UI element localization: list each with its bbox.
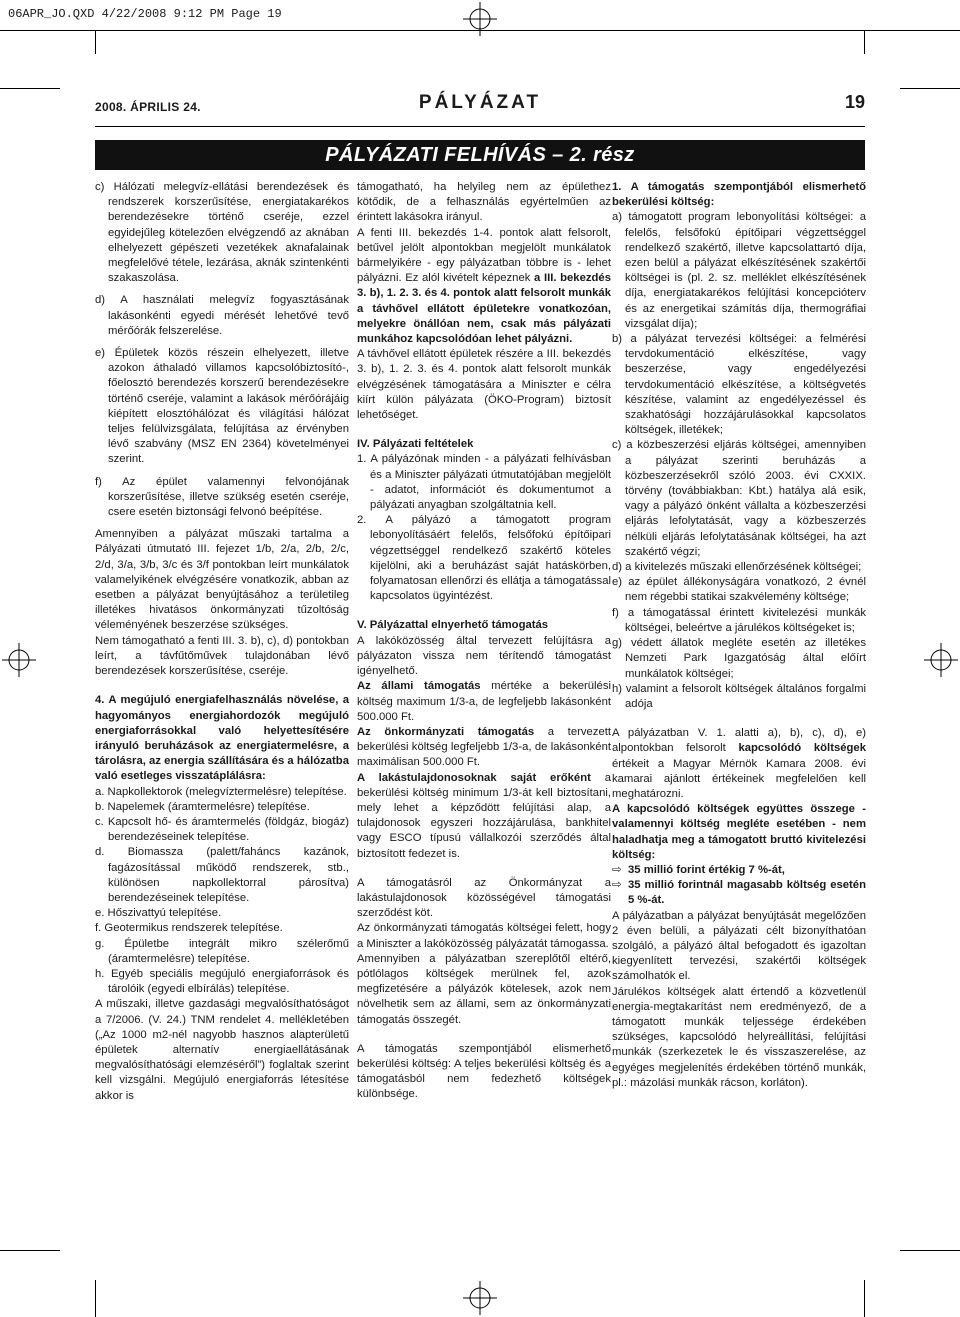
bold-text: A lakástulajdonosoknak saját erőként <box>357 771 591 784</box>
section-heading: 4. A megújuló energiafelhasználás növelése, a hagyományos energiahordozók megújuló energiaforrásokkal való helyettesítésére irányuló beruházások az energiatermelésre, a tárolásra, az energia szállítására és a hálózatba való esetleges visszatáplálásra: <box>95 694 349 783</box>
crop-line <box>864 30 865 54</box>
header-rule <box>95 126 865 127</box>
registration-mark-icon <box>924 643 958 677</box>
list-item: c. Kapcsolt hő- és áramtermelés (földgáz, biogáz) berendezéseinek telepítése. <box>95 815 349 844</box>
text: értékeit a Magyar Mérnök Kamara 2008. évi kamarai ajánlott értékeinek megfelelően kell meghatározni. <box>612 757 866 800</box>
arrow-right-icon: ⇨ <box>612 863 622 876</box>
crop-line <box>864 1280 865 1317</box>
section-heading: 1. A támogatás szempontjából elismerhető bekerülési költség: <box>612 181 866 209</box>
list-item <box>612 863 866 878</box>
bold-text: kapcsolódó költségek <box>738 742 866 755</box>
print-slug: 06APR_JO.QXD 4/22/2008 9:12 PM Page 19 <box>0 0 960 31</box>
list-item: a. Napkollektorok (melegvíztermelésre) telepítése. <box>95 785 347 798</box>
registration-mark-icon <box>2 643 36 677</box>
arrow-right-icon: ⇨ <box>612 879 622 892</box>
paragraph: Amennyiben a pályázat műszaki tartalma a Pályázati útmutató III. fejezet 1/b, 2/a, 2/b, 2/c, 2/d, 3/a, 3/b, 3/c és 3/f pontokban leírt munkálatok valamelyikének elvégzésére vonatkozik, abban az esetben a pályázat benyújtásához a területileg illetékes hivatásos önkormányzati tűzoltóság véleményének beszerzése szükséges. <box>95 528 349 632</box>
paragraph-d: d) A használati melegvíz fogyasztásának lakásonkénti egyedi mérését lehetővé tevő mérőórák felszerelése. <box>95 294 349 337</box>
paragraph: Nem támogatható a fenti III. 3. b), c), d) pontokban leírt, a távfűtőművek tulajdonában lévő berendezések korszerűsítése, cseréje. <box>95 634 349 678</box>
list-item: h. Egyéb speciális megújuló energiaforrások és tárolóik (egyedi elbírálás) telepítése. <box>95 967 349 996</box>
list-item: h) valamint a felsorolt költségek általános forgalmi adója <box>612 682 866 710</box>
paragraph: A műszaki, illetve gazdasági megvalósíthatóságot a 7/2006. (V. 24.) TNM rendelet 4. mellékletében („Az 1000 m2-nél nagyobb hasznos alapterületű épületek alternatív energiaellátásának megvalósíthatósági elemzéséről”) foglaltak szerint kell vizsgálni. Megújuló energiaforrás létesítése akkor is <box>95 998 349 1102</box>
article-banner: PÁLYÁZATI FELHÍVÁS – 2. rész <box>95 140 865 170</box>
paragraph: Az önkormányzati támogatás költségei felett, hogy a Miniszter a lakóközösség pályázatát támogassa. <box>357 922 611 950</box>
text: 35 millió forintnál magasabb költség esetén 5 %-át. <box>628 879 866 907</box>
paragraph: A támogatás szempontjából elismerhető bekerülési költség: A teljes bekerülési költség és a támogatásból nem fedezhető költségek különbsége. <box>357 1042 611 1101</box>
paragraph <box>357 771 611 862</box>
bold-text: Az önkormányzati támogatás <box>357 725 535 738</box>
crop-line <box>0 1250 60 1251</box>
list-item: g) védett állatok megléte esetén az illetékes Nemzeti Park Igazgatóság által előírt munkálatok költségei; <box>612 637 866 680</box>
list-item: b. Napelemek (áramtermelésre) telepítése. <box>95 800 310 813</box>
list-item: a) támogatott program lebonyolítási költségei: a felelős, felsőfokú építőipari végzettséggel rendelkező szakértő, illetve kapcsolattartó díja, ezen belül a pályázat elkészítésének szakértői költségei is (pl. 2. sz. melléklet elkészítésének díja, energiatakarékos felújítási koncepcióterv és az energetikai számítás díja, thermográfiai vizsgálat díja); <box>612 211 866 330</box>
column-2 <box>357 180 611 1103</box>
list-item: f) a támogatással érintett kivitelezési munkák költségei, beleértve a járulékos költségeket is; <box>612 606 866 634</box>
paragraph <box>357 725 611 771</box>
text: a tervezett bekerülési költség legfeljebb 1/3-a, de lakásonként maximálisan 500.000 Ft. <box>357 725 612 769</box>
page-number: 19 <box>844 92 865 112</box>
paragraph-f: f) Az épület valamennyi felvonójának korszerűsítése, illetve szükség esetén cseréje, csere esetén biztonsági felvonó beépítése. <box>95 475 349 519</box>
paragraph <box>357 226 611 348</box>
section-heading: IV. Pályázati feltételek <box>357 438 474 451</box>
text: mértéke a bekerülési költség maximum 1/3-a, de legfeljebb lakásonként 500.000 Ft. <box>357 680 611 723</box>
bold-text: Az állami támogatás <box>357 680 481 693</box>
paragraph: támogatható, ha helyileg nem az épülethez kötődik, de a felhasználás egyértelműen az érintett lakásokra irányul. <box>357 181 611 224</box>
paragraph-e: e) Épületek közös részein elhelyezett, illetve azokon áthaladó villamos kapcsolóbiztosító-, főelosztó berendezés korszerű berendezésekre történő cseréje, valamint a lakások mérőórájáig kiépített elosztóhálózat és világítási hálózat teljes felülvizsgálata, felújítása az érvényben lévő szabvány (MSZ EN 2364) követelményei szerint. <box>95 347 349 466</box>
page-header <box>95 90 865 124</box>
paragraph: A lakóközösség által tervezett felújításra a pályázaton vissza nem térítendő támogatást igényelhető. <box>357 634 611 678</box>
column-3 <box>612 180 866 1091</box>
list-item: c) a közbeszerzési eljárás költségei, amennyiben a pályázat szerinti beruházás a közbeszerzésekről szóló 2003. évi CXXIX. törvény (továbbiakban: Kbt.) hatálya alá esik, vagy a pályázó önként vállalta a közbeszerzési eljárás lefolytatását, vagy a közbeszerzés nélküli eljárás lefolytatásának költségei, ha azt szakértő végzi; <box>612 439 866 558</box>
text: A fenti III. bekezdés 1-4. pontok alatt felsorolt, betűvel jelölt alpontokban megjelölt munkálatok bármelyikére - egy pályázatban többre is - lehet pályázni. Ez alól kivételt képeznek <box>357 226 611 285</box>
list-item: 2. A pályázó a támogatott program lebonyolításáért felelős, felsőfokú építőipari végzettséggel rendelkező szakértő köteles kijelölni, aki a beruházást saját hatáskörben, folyamatosan ellenőrzi és ellátja a támogatással kapcsolatos ügyintézést. <box>357 514 611 603</box>
list-item <box>612 878 866 908</box>
text: 35 millió forint értékig 7 %-át, <box>628 863 785 876</box>
paragraph: Járulékos költségek alatt értendő a közvetlenül energia-megtakarítást nem eredményező, de a támogatott munkák teljessége érdekében szükséges, kapcsolódó helyreállítási, felújítási munkák (szerkezetek le és visszaszerelése, az egyéges megjelenítés érdekében történő munkák, pl.: mázolási munkák rácson, korláton). <box>612 985 866 1089</box>
paragraph: A támogatásról az Önkormányzat a lakástulajdonosok közösségével támogatási szerződést köt. <box>357 876 611 920</box>
list-item: e) az épület állékonyságára vonatkozó, 2 évnél nem régebbi statikai szakvélemény költsége; <box>612 576 866 604</box>
paragraph <box>357 679 611 725</box>
column-1 <box>95 180 349 1104</box>
list-item: d. Biomassza (palett/faháncs kazánok, fagázosítással működő rendszerek, stb., különösen napkollektorral párosítva) berendezéseinek telepítése. <box>95 846 349 904</box>
list-item: d) a kivitelezés műszaki ellenőrzésének költségei; <box>612 561 862 574</box>
registration-mark-icon <box>463 2 497 36</box>
section-heading: V. Pályázattal elnyerhető támogatás <box>357 619 549 632</box>
list-item: f. Geotermikus rendszerek telepítése. <box>95 922 283 935</box>
text: A pályázatban V. 1. alatti a), b), c), d), e) alpontokban felsorolt <box>612 727 866 755</box>
section-title: PÁLYÁZAT <box>418 92 542 113</box>
list-item: e. Hőszivattyú telepítése. <box>95 907 222 920</box>
crop-line <box>0 88 60 89</box>
paragraph: Amennyiben a pályázatban szereplőtől eltérő, pótlólagos költségek merülnek fel, azok megfizetésére a pályázók kötelesek, azok nem növelhetik sem az állami, sem az önkormányzati támogatás összegét. <box>357 952 611 1026</box>
text: a bekerülési költség minimum 1/3-át kell biztosítani, mely lehet a képződött felújítási alap, a tulajdonosok egyszeri hozzájárulása, bankhitel vagy ESCO típusú vállalkozói szerződés által biztosított fedezet is. <box>357 771 612 860</box>
bold-text: a III. bekezdés 3. b), 1. 2. 3. és 4. pontok alatt felsorolt munkák a távhővel ellátott épületekre vonatkozóan, melyekre önállóan nem, csak más pályázati munkához kapcsolódóan lehet pályázni. <box>357 272 611 346</box>
registration-mark-icon <box>463 1281 497 1315</box>
list-item: g. Épületbe integrált mikro szélerőmű (áramtermelésre) telepítése. <box>95 937 349 965</box>
list-item: 1. A pályázónak minden - a pályázati felhívásban és a Miniszter pályázati útmutatójában megjelölt - adatot, információt és dokumentumot a pályázati anyagban szolgáltatnia kell. <box>357 453 611 512</box>
paragraph: A távhővel ellátott épületek részére a III. bekezdés 3. b), 1. 2. 3. és 4. pontok alatt felsorolt munkák elvégzésének támogatására a Miniszter e célra kiírt külön pályázata (ÖKO-Program) biztosít lehetőséget. <box>357 348 611 422</box>
paragraph <box>612 726 866 802</box>
paragraph: A kapcsolódó költségek együttes összege - valamennyi költség megléte esetében - nem haladhatja meg a támogatott bruttó kivitelezési költség: <box>612 803 866 861</box>
paragraph: A pályázatban a pályázat benyújtását megelőzően 2 éven belüli, a pályázati célt bizonyíthatóan szolgáló, a pályázó által befogadott és igazoltan kiegyenlített tervezési, szakértői költségek számolhatók el. <box>612 909 866 983</box>
crop-line <box>900 1250 960 1251</box>
paragraph-c: c) Hálózati melegvíz-ellátási berendezések és rendszerek korszerűsítése, energiatakarékos berendezésekre történő cseréje, ezzel egyidejűleg kötelezően elvégzendő az aknában elhelyezett gépészeti vezetékek aknafalainak megfelelővé tétele, lezárása, aknák szintenkénti szakaszolása. <box>95 181 349 285</box>
crop-line <box>95 1280 96 1317</box>
crop-line <box>95 30 96 54</box>
crop-line <box>900 88 960 89</box>
page-date: 2008. ÁPRILIS 24. <box>95 100 201 114</box>
list-item: b) a pályázat tervezési költségei: a felmérési tervdokumentáció elkészítése, vagy beszerzése, vagy engedélyezési tervdokumentáció elkészítése, a költségvetés készítése, valamint az engedélyezéssel és szakhatósági hozzájárulásokkal kapcsolatos költségek, illetékek; <box>612 333 866 437</box>
